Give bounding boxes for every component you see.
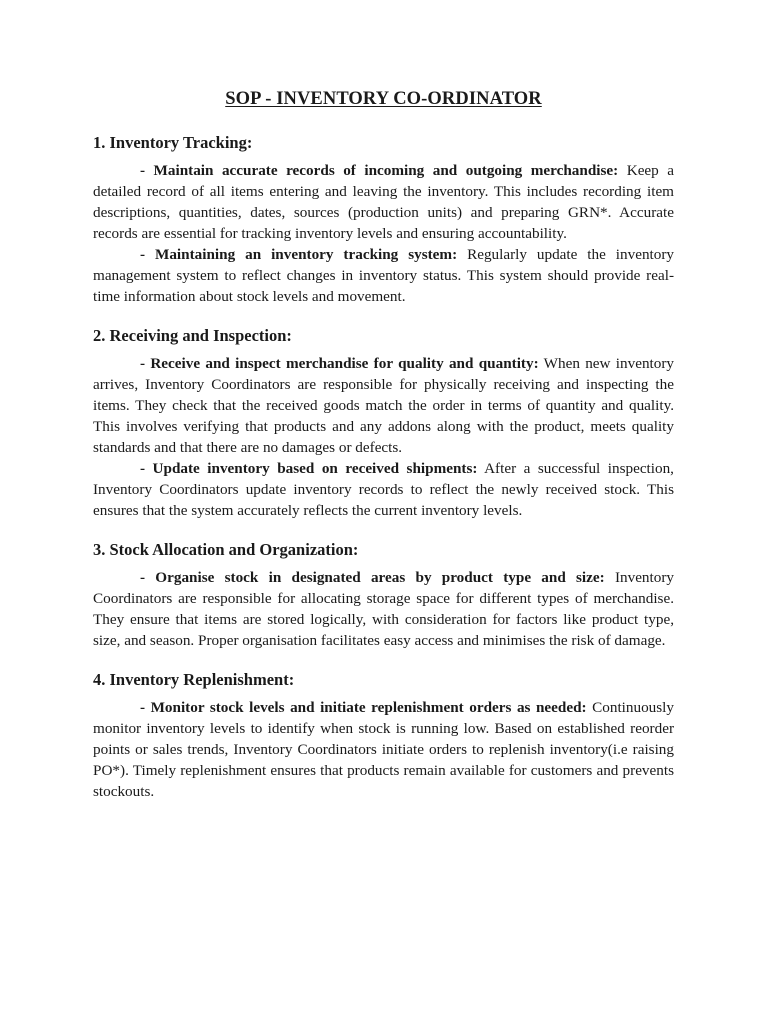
paragraph-body: Continuously monitor inventory levels to identify when stock is running low. Based on established reorder points or sales trends, Inventory Coordinators initiate orders to replenish inventory(i.e raising PO*). Timely replenishment ensures that products remain available for customers and prevents stockouts.: [93, 699, 674, 800]
paragraph-body: Regularly update the inventory management system to reflect changes in inventory status. This system should provide real-time information about stock levels and movement.: [93, 246, 675, 305]
section-heading: 3. Stock Allocation and Organization:: [93, 540, 359, 559]
paragraph-lead: - Maintain accurate records of incoming and outgoing merchandise:: [140, 162, 619, 179]
section-heading: 1. Inventory Tracking:: [93, 133, 253, 152]
paragraph-lead: - Update inventory based on received shipments:: [140, 460, 478, 477]
section-heading: 2. Receiving and Inspection:: [93, 326, 292, 345]
paragraph-body: When new inventory arrives, Inventory Coordinators are responsible for physically receiving and inspecting the items. They check that the received goods match the order in terms of quantity and quality. This involves verifying that products and any addons along with the product, meets quality standards and that there are no damages or defects.: [93, 355, 675, 456]
paragraph: [93, 353, 674, 458]
paragraph: [93, 567, 674, 651]
document-page: [93, 86, 674, 820]
paragraph-lead: - Monitor stock levels and initiate replenishment orders as needed:: [140, 699, 587, 716]
paragraph: [93, 160, 674, 244]
paragraph-body: Keep a detailed record of all items entering and leaving the inventory. This includes recording item descriptions, quantities, dates, sources (production units) and preparing GRN*. Accurate records are essential for tracking inventory levels and ensuring accountability.: [93, 162, 674, 242]
paragraph-body: After a successful inspection, Inventory Coordinators update inventory records to reflect the newly received stock. This ensures that the system accurately reflects the current inventory levels.: [93, 460, 674, 519]
section-stock-allocation: [93, 539, 674, 651]
section-heading: 4. Inventory Replenishment:: [93, 670, 295, 689]
paragraph: [93, 697, 674, 802]
paragraph-body: Inventory Coordinators are responsible for allocating storage space for different types of merchandise. They ensure that items are stored logically, with consideration for factors like product type, size, and season. Proper organisation facilitates easy access and minimises the risk of damage.: [93, 569, 674, 649]
paragraph: [93, 458, 674, 521]
document-title: SOP - INVENTORY CO-ORDINATOR: [225, 89, 542, 109]
paragraph-lead: - Receive and inspect merchandise for quality and quantity:: [140, 355, 539, 372]
section-inventory-replenishment: [93, 669, 674, 802]
paragraph-lead: - Maintaining an inventory tracking system:: [140, 246, 458, 263]
paragraph-lead: - Organise stock in designated areas by product type and size:: [140, 569, 605, 586]
paragraph: [93, 244, 674, 307]
section-receiving-inspection: [93, 325, 674, 521]
section-inventory-tracking: [93, 132, 674, 307]
